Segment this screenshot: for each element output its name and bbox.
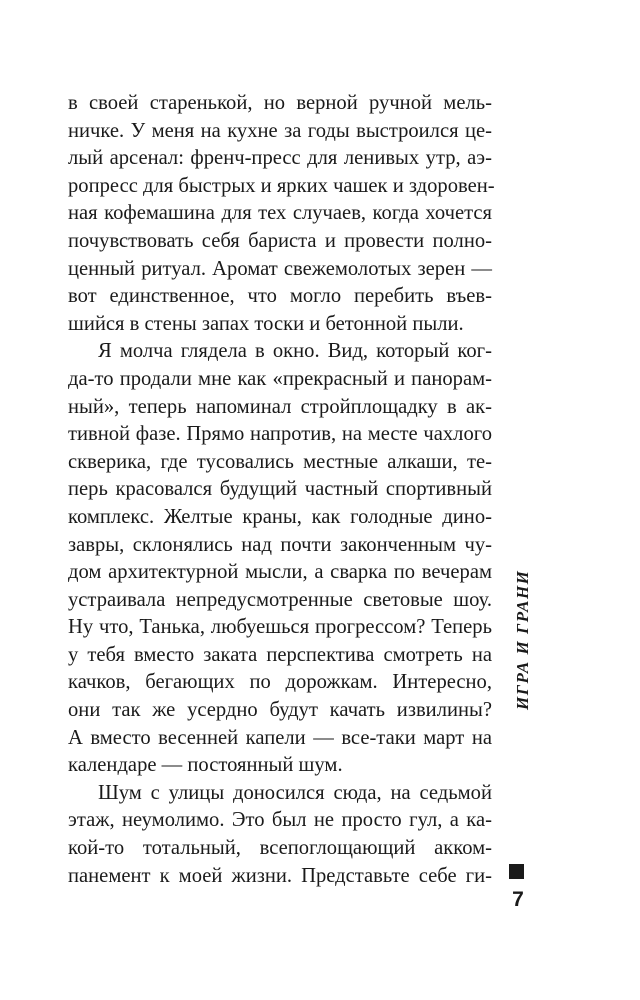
- page-number: 7: [512, 888, 524, 911]
- paragraph-1: [68, 90, 495, 338]
- text-line: устраивала непредусмотренные световые шоу.: [68, 588, 492, 611]
- text-line: ничке. У меня на кухне за годы выстроился це-: [68, 119, 492, 142]
- text-line: завры, склонялись над почти законченным чу-: [68, 533, 492, 556]
- text-line: комплекс. Желтые краны, как голодные дино-: [68, 505, 492, 528]
- text-line: Я молча глядела в окно. Вид, который ког-: [98, 340, 492, 363]
- text-line: качков, бегающих по дорожкам. Интересно,: [68, 671, 492, 694]
- text-line: календаре — постоянный шум.: [68, 754, 343, 777]
- text-line: ный», теперь напоминал стройплощадку в ак-: [68, 395, 492, 418]
- square-marker-icon: [509, 864, 524, 879]
- text-line: у тебя вместо заката перспектива смотреть на: [68, 643, 492, 666]
- text-line: ценный ритуал. Аромат свежемолотых зерен —: [68, 257, 492, 280]
- text-line: ропресс для быстрых и ярких чашек и здоровен-: [68, 174, 495, 197]
- text-line: перь красовался будущий частный спортивный: [68, 478, 492, 501]
- text-line: тивной фазе. Прямо напротив, на месте чахлого: [68, 423, 492, 446]
- text-line: Шум с улицы доносился сюда, на седьмой: [98, 781, 492, 804]
- text-line: ная кофемашина для тех случаев, когда хочется: [68, 202, 492, 225]
- paragraph-2: [68, 338, 492, 780]
- text-line: дом архитектурной мысли, а сварка по вечерам: [68, 561, 492, 584]
- text-line: этаж, неумолимо. Это был не просто гул, а ка-: [68, 809, 492, 832]
- text-line: вот единственное, что могло перебить въев-: [68, 285, 492, 308]
- text-line: кой-то тотальный, всепоглощающий акком-: [68, 837, 492, 860]
- text-line: шийся в стены запах тоски и бетонной пыли.: [68, 312, 464, 335]
- text-line: А вместо весенней капели — все-таки март на: [68, 726, 492, 749]
- body-text: [68, 90, 495, 890]
- paragraph-3: [68, 780, 492, 890]
- text-line: в своей старенькой, но верной ручной мель-: [68, 92, 492, 114]
- text-line: да-то продали мне как «прекрасный и панорам-: [68, 367, 492, 390]
- text-line: почувствовать себя бариста и провести полно-: [68, 229, 492, 252]
- running-title: ИГРА И ГРАНИ: [513, 569, 532, 710]
- text-line: лый арсенал: френч-пресс для ленивых утр, аэ-: [68, 147, 492, 170]
- text-line: они так же усердно будут качать извилины?: [68, 699, 492, 722]
- text-line: скверика, где тусовались местные алкаши, те-: [68, 450, 492, 473]
- text-line: Ну что, Танька, любуешься прогрессом? Теперь: [68, 616, 492, 639]
- text-line: панемент к моей жизни. Представьте себе ги-: [68, 864, 492, 887]
